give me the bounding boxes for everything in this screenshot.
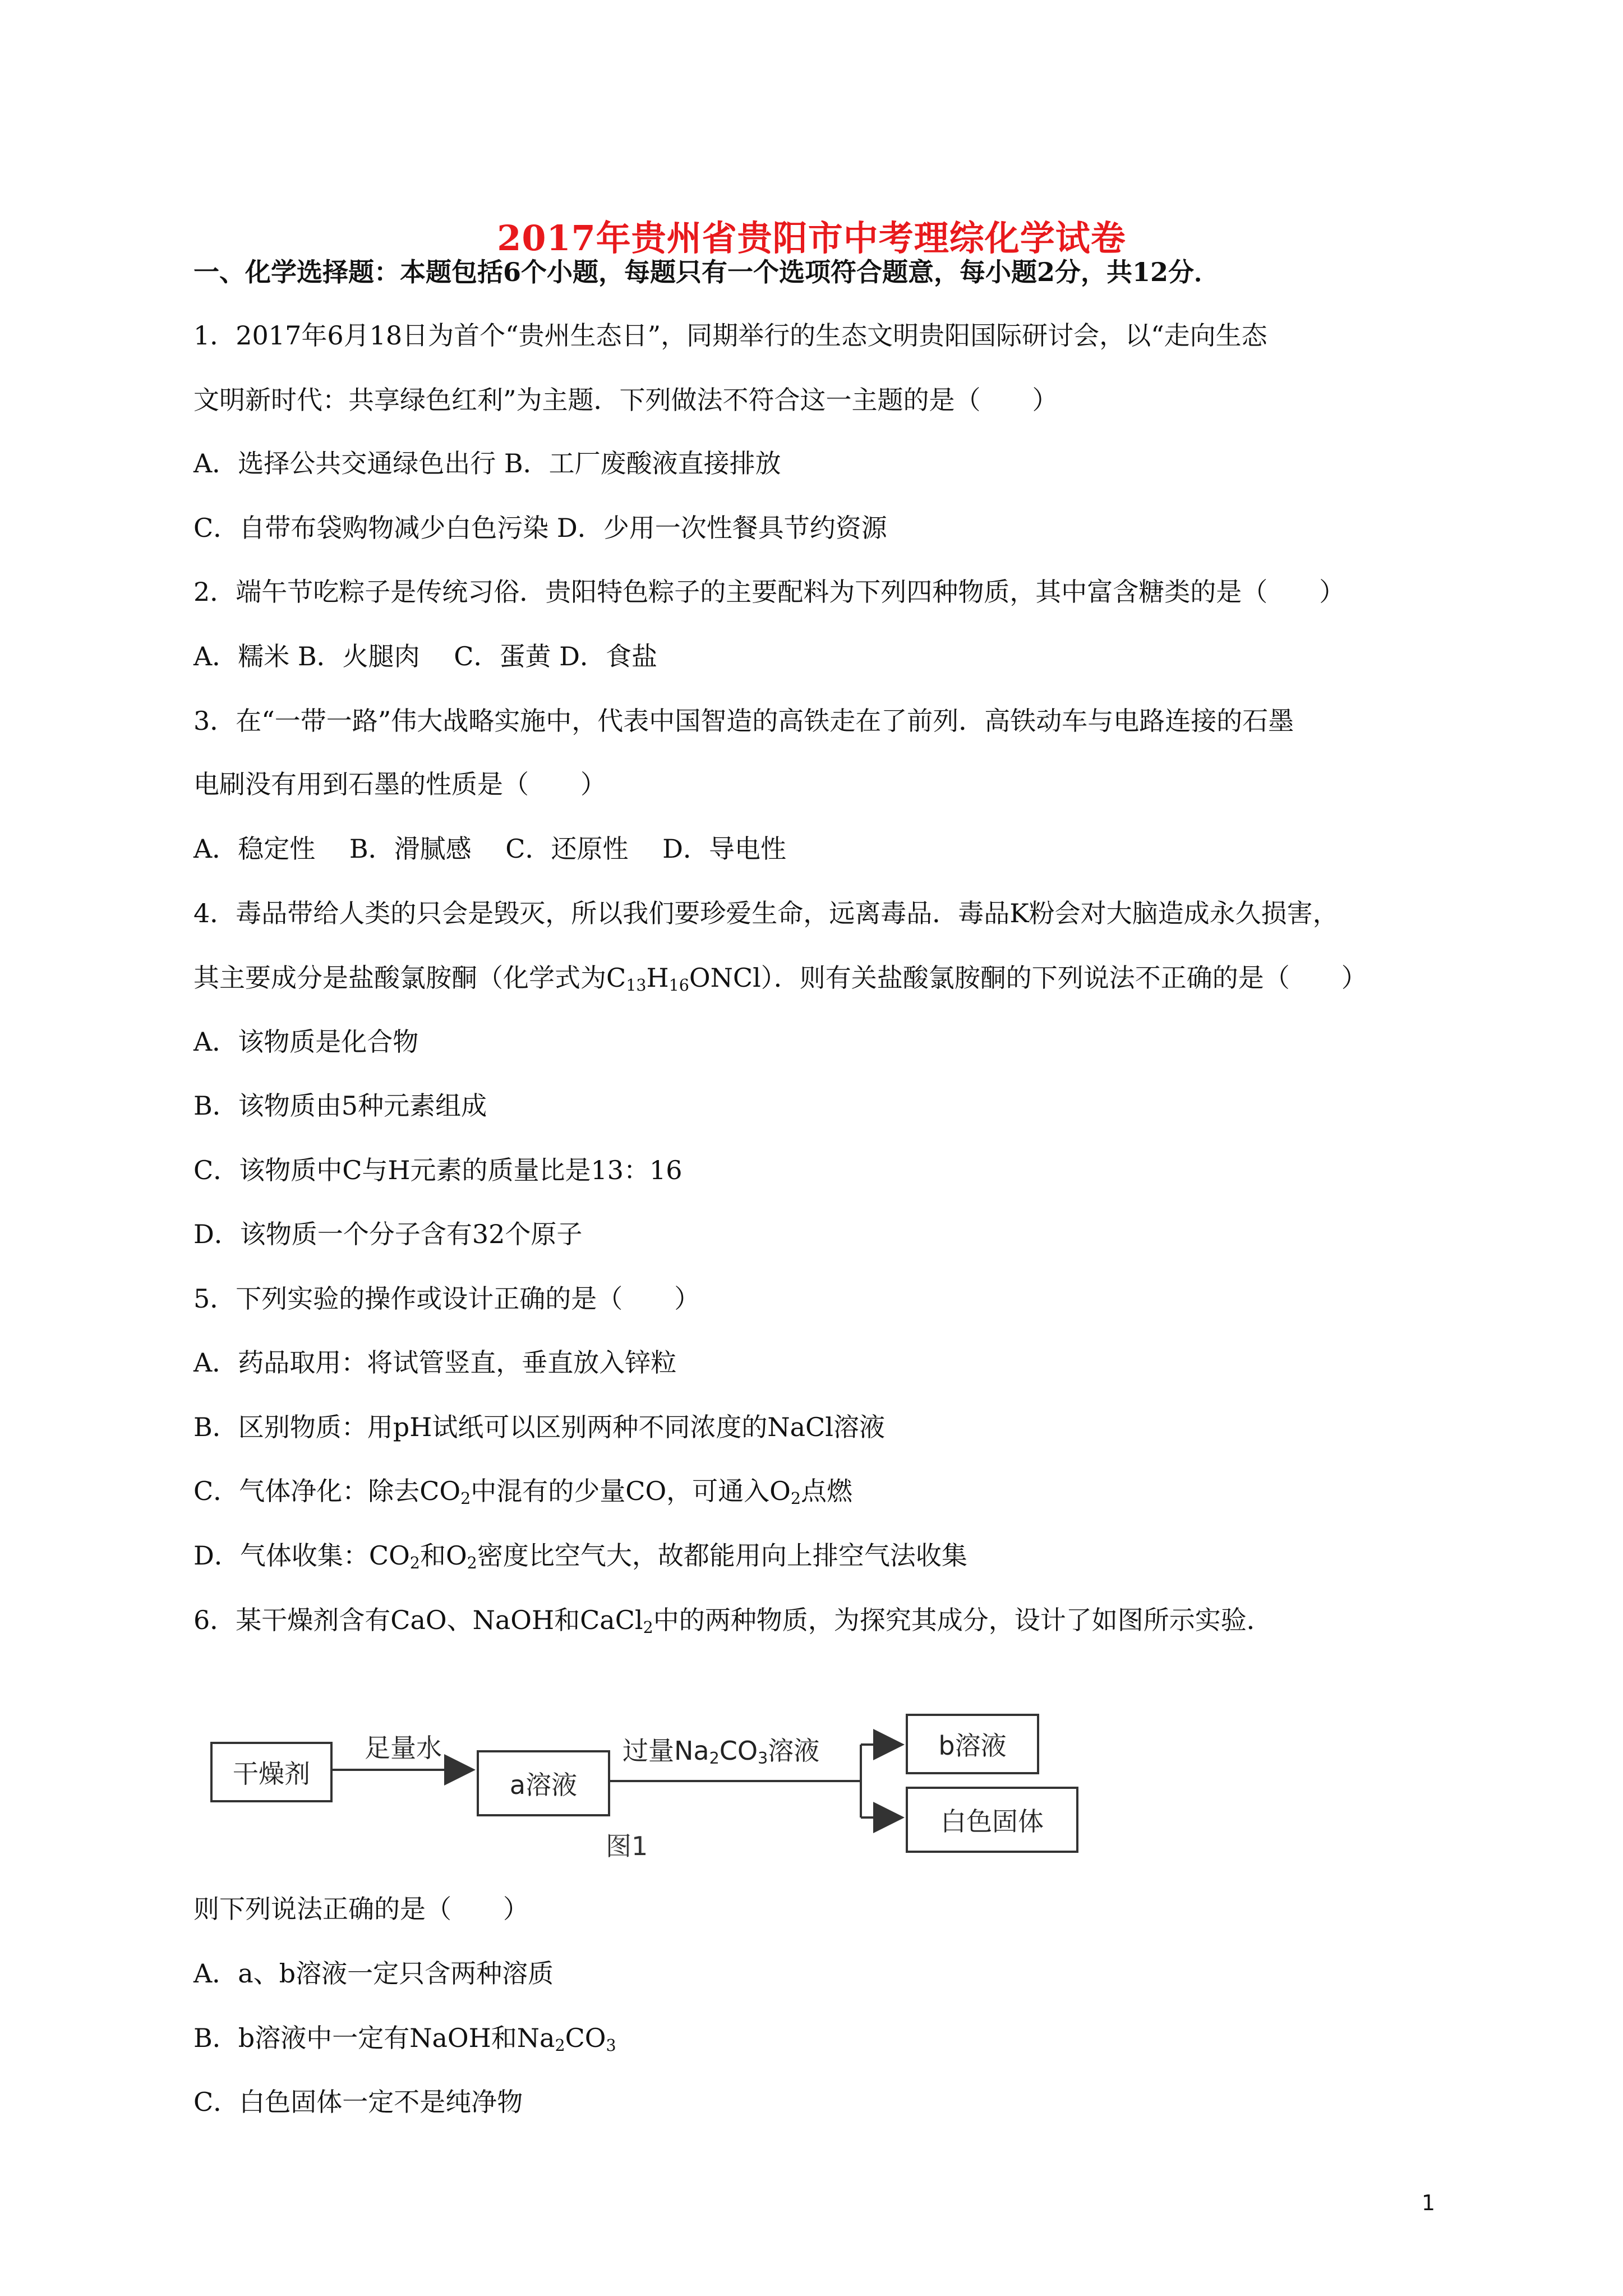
- q6-option-b: [193, 2023, 616, 2055]
- q4-stem-text-end: ONCl）．则有关盐酸氯胺酮的下列说法不正确的是（ ）: [689, 963, 1367, 993]
- page-number: 1: [1421, 2191, 1435, 2215]
- label-na2co3-end: 溶液: [768, 1736, 820, 1766]
- q5-option-c-sub: 2: [460, 1489, 471, 1508]
- q6-stem: [193, 1605, 1272, 1637]
- page-title: 2017年贵州省贵阳市中考理综化学试卷: [497, 218, 1126, 259]
- q5-option-c-text-end: 点燃: [801, 1476, 853, 1506]
- q2-stem: 2．端午节吃粽子是传统习俗．贵阳特色粽子的主要配料为下列四种物质，其中富含糖类的是（ ）: [193, 577, 1345, 607]
- q3-stem-line-2: 电刷没有用到石墨的性质是（ ）: [193, 769, 606, 799]
- label-na2co3-sub: 3: [758, 1749, 768, 1768]
- q5-stem: 5．下列实验的操作或设计正确的是（ ）: [193, 1283, 700, 1314]
- q5-option-d-text-mid: 和O: [419, 1540, 467, 1571]
- q1-stem-line-2: 文明新时代：共享绿色红利”为主题．下列做法不符合这一主题的是（ ）: [193, 385, 1058, 415]
- q4-option-c: C．该物质中C与H元素的质量比是13：16: [193, 1155, 683, 1185]
- q4-option-d: D．该物质一个分子含有32个原子: [193, 1219, 583, 1249]
- q5-option-d: [193, 1540, 967, 1573]
- q6-option-a: A．a、b溶液一定只含两种溶质: [193, 1958, 554, 1989]
- figure-caption: 图1: [606, 1831, 648, 1861]
- label-na2co3-text: 过量Na: [623, 1736, 709, 1766]
- q4-option-b: B．该物质由5种元素组成: [193, 1091, 487, 1121]
- label-na2co3-sub: 2: [709, 1749, 720, 1768]
- q4-subscript-c: 13: [626, 976, 647, 995]
- q4-stem-text: 其主要成分是盐酸氯胺酮（化学式为C: [193, 963, 626, 993]
- q5-option-c-text-mid: 中混有的少量CO，可通入O: [471, 1476, 791, 1506]
- box-solution-a: a溶液: [477, 1750, 610, 1816]
- q6-stem-text-end: 中的两种物质，为探究其成分，设计了如图所示实验．: [653, 1605, 1272, 1635]
- q4-stem-line-1: 4．毒品带给人类的只会是毁灭，所以我们要珍爱生命，远离毒品．毒品K粉会对大脑造成永久损害，: [193, 898, 1339, 928]
- q2-options: A．糯米 B．火腿肉 C．蛋黄 D．食盐: [193, 641, 657, 671]
- q5-option-c: [193, 1476, 853, 1508]
- section-heading: 一、化学选择题：本题包括6个小题，每题只有一个选项符合题意，每小题2分，共12分．: [193, 257, 1220, 287]
- box-solution-b: b溶液: [906, 1714, 1039, 1774]
- q1-options-line-1: A．选择公共交通绿色出行 B．工厂废酸液直接排放: [193, 448, 781, 478]
- q4-option-a: A．该物质是化合物: [193, 1027, 419, 1057]
- label-excess-na2co3: [623, 1731, 819, 1768]
- q6-option-b-text: B．b溶液中一定有NaOH和Na: [193, 2023, 555, 2053]
- q5-option-c-sub: 2: [790, 1489, 801, 1508]
- q5-option-d-sub: 2: [409, 1554, 420, 1573]
- q6-stem-sub: 2: [643, 1618, 653, 1637]
- q4-subscript-h: 16: [668, 976, 689, 995]
- q5-option-b: B．区别物质：用pH试纸可以区别两种不同浓度的NaCl溶液: [193, 1412, 885, 1442]
- q1-stem-line-1: 1．2017年6月18日为首个“贵州生态日”，同期举行的生态文明贵阳国际研讨会，以“走向生态: [193, 320, 1267, 351]
- q6-option-b-sub: 3: [606, 2036, 616, 2055]
- q6-option-b-sub: 2: [555, 2036, 565, 2055]
- q3-options: A．稳定性 B．滑腻感 C．还原性 D．导电性: [193, 834, 786, 864]
- box-dryer: 干燥剂: [210, 1742, 333, 1802]
- flow-diagram: [179, 1688, 1099, 1862]
- q6-stem-text: 6．某干燥剂含有CaO、NaOH和CaCl: [193, 1605, 643, 1635]
- q6-question: 则下列说法正确的是（ ）: [193, 1894, 529, 1924]
- q5-option-c-text: C．气体净化：除去CO: [193, 1476, 461, 1506]
- q5-option-d-text: D．气体收集：CO: [193, 1540, 410, 1571]
- q3-stem-line-1: 3．在“一带一路”伟大战略实施中，代表中国智造的高铁走在了前列．高铁动车与电路连接的石墨: [193, 706, 1294, 736]
- q6-option-c: C．白色固体一定不是纯净物: [193, 2087, 523, 2117]
- q5-option-d-text-end: 密度比空气大，故都能用向上排空气法收集: [477, 1540, 967, 1571]
- q5-option-a: A．药品取用：将试管竖直，垂直放入锌粒: [193, 1347, 677, 1378]
- box-white-solid: 白色固体: [906, 1787, 1078, 1853]
- label-na2co3-co: CO: [719, 1736, 758, 1766]
- q4-stem-line-2: [193, 963, 1367, 995]
- q6-option-b-co: CO: [565, 2023, 606, 2053]
- q5-option-d-sub: 2: [467, 1554, 477, 1573]
- q1-options-line-2: C．自带布袋购物减少白色污染 D．少用一次性餐具节约资源: [193, 513, 887, 543]
- label-excess-water: 足量水: [365, 1733, 442, 1763]
- q4-formula-h: H: [646, 963, 669, 993]
